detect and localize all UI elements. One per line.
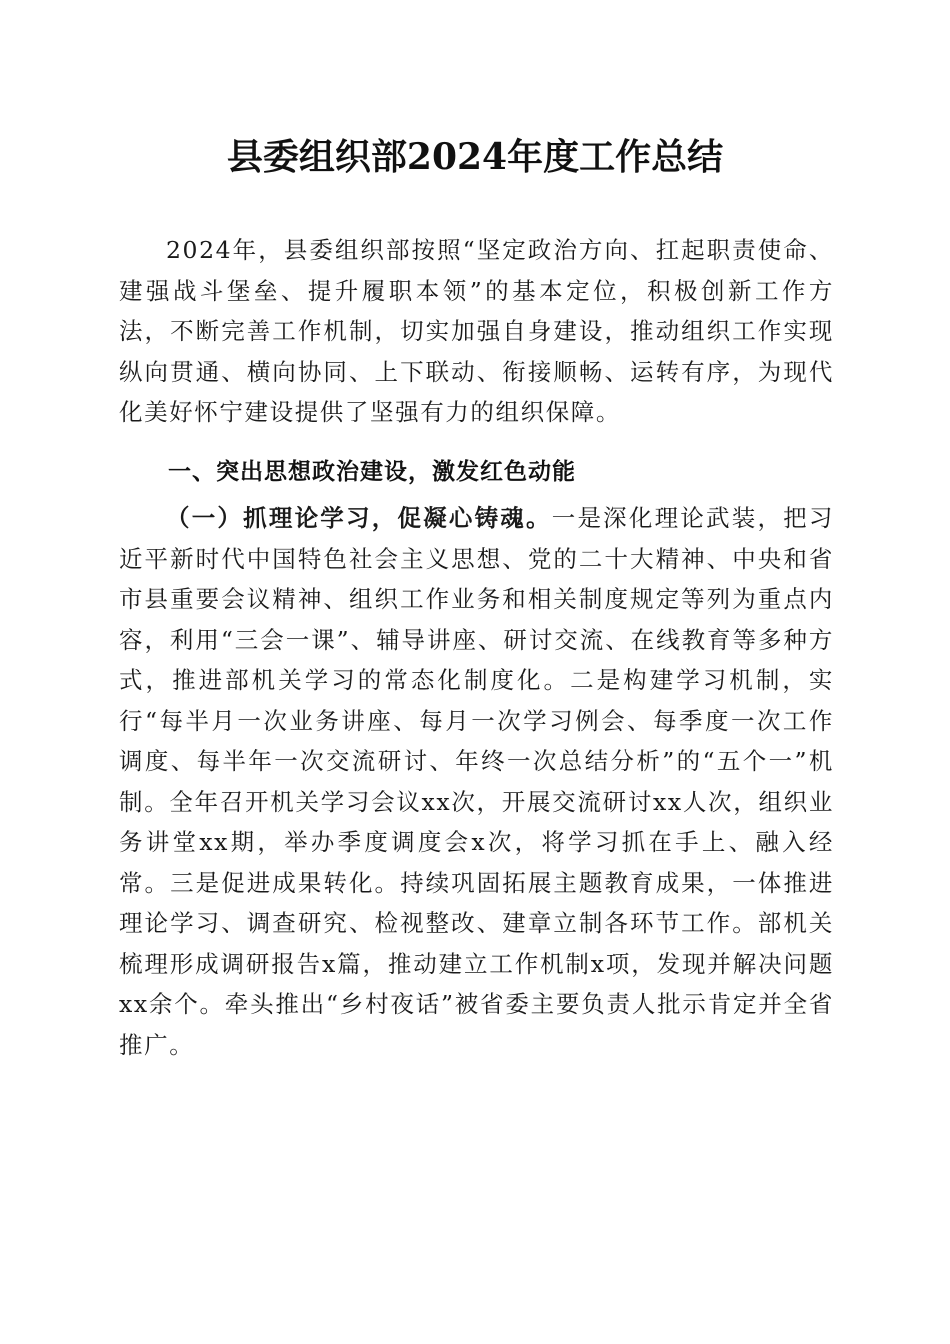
document-title: 县委组织部2024年度工作总结 [226, 136, 724, 178]
subsection-title: （一）抓理论学习，促凝心铸魂。 [166, 504, 552, 532]
section-1-paragraph [119, 498, 834, 1065]
intro-paragraph: 2024年，县委组织部按照“坚定政治方向、扛起职责使命、建强战斗堡垒、提升履职本领”的基本定位，积极创新工作方法，不断完善工作机制，切实加强自身建设，推动组织工作实现纵向贯通、横向协同、上下联动、衔接顺畅、运转有序，为现代化美好怀宁建设提供了坚强有力的组织保障。 [119, 236, 834, 426]
subsection-body: 一是深化理论武装，把习近平新时代中国特色社会主义思想、党的二十大精神、中央和省市县重要会议精神、组织工作业务和相关制度规定等列为重点内容，利用“三会一课”、辅导讲座、研讨交流、在线教育等多种方式，推进部机关学习的常态化制度化。二是构建学习机制，实行“每半月一次业务讲座、每月一次学习例会、每季度一次工作调度、每半年一次交流研讨、年终一次总结分析”的“五个一”机制。全年召开机关学习会议xx次，开展交流研讨xx人次，组织业务讲堂xx期，举办季度调度会x次，将学习抓在手上、融入经常。三是促进成果转化。持续巩固拓展主题教育成果，一体推进理论学习、调查研究、检视整改、建章立制各环节工作。部机关梳理形成调研报告x篇，推动建立工作机制x项，发现并解决问题xx余个。牵头推出“乡村夜话”被省委主要负责人批示肯定并全省推广。 [119, 504, 834, 1059]
section-heading-1: 一、突出思想政治建设，激发红色动能 [168, 459, 576, 485]
